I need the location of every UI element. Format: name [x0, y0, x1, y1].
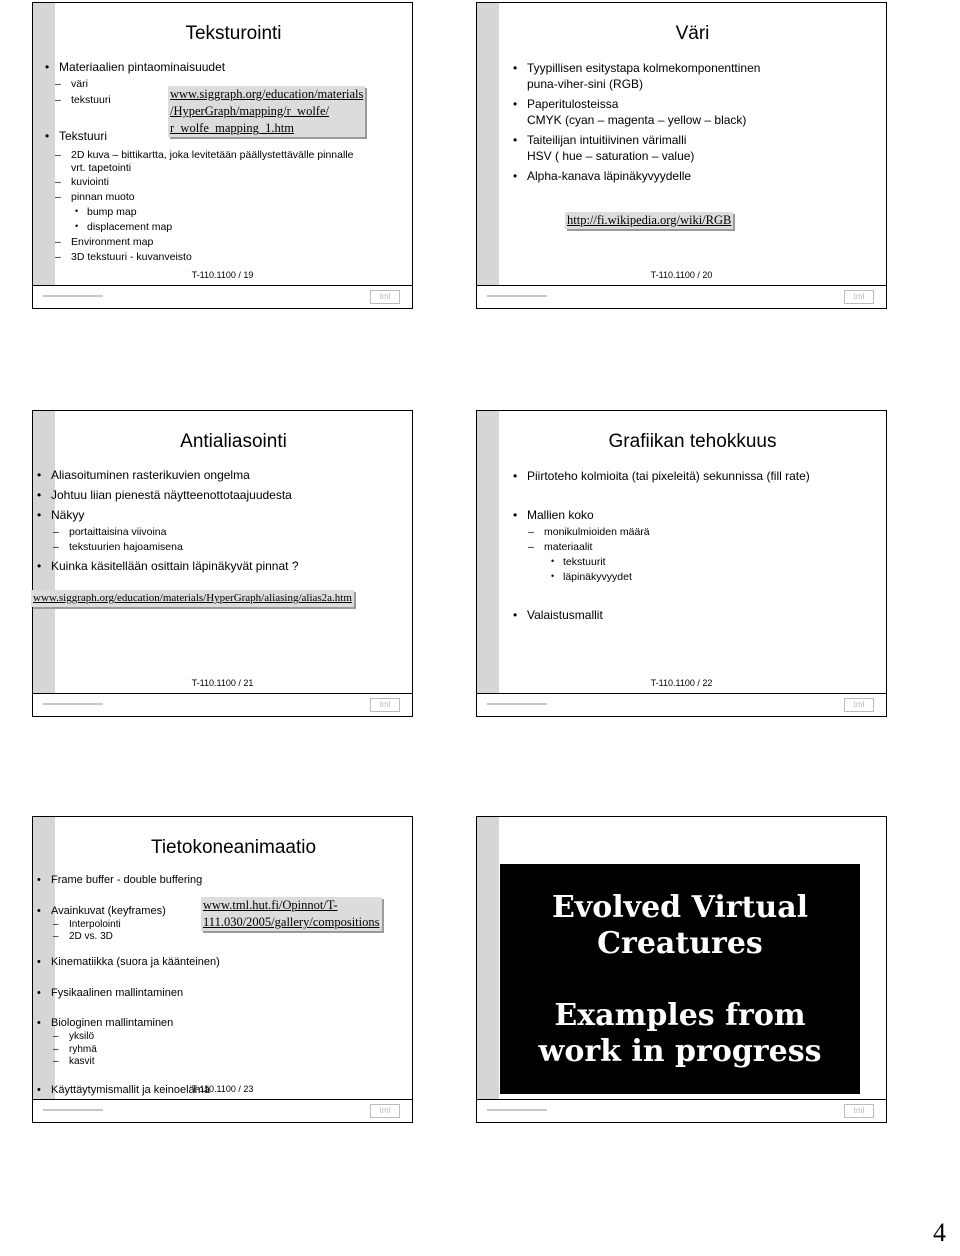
bullet: • Materiaalien pintaominaisuudet [59, 60, 225, 74]
sub-bullet: – yksilö [69, 1031, 94, 1042]
bullet: • Käyttäytymismallit ja keinoelämä [51, 1084, 210, 1096]
reference-link[interactable]: http://fi.wikipedia.org/wiki/RGB [567, 213, 732, 227]
slide-title: Grafiikan tehokkuus [608, 431, 777, 452]
page-number: 4 [933, 1218, 946, 1247]
sub-sub-bullet: • displacement map [87, 221, 172, 233]
slide-footer [477, 1099, 886, 1122]
logo-icon: tml [844, 290, 874, 304]
sub-bullet: – pinnan muoto [71, 191, 135, 203]
bullet: • Avainkuvat (keyframes) [51, 905, 166, 917]
continuation: CMYK (cyan – magenta – yellow – black) [527, 113, 747, 127]
sub-sub-bullet: • tekstuurit [563, 556, 606, 568]
bullet: • Valaistusmallit [527, 608, 603, 622]
continuation: HSV ( hue – saturation – value) [527, 149, 695, 163]
slide-title: Väri [675, 23, 710, 44]
bullet: • Paperitulosteissa [527, 97, 618, 111]
video-subtitle-line: Examples from [554, 998, 806, 1033]
sub-bullet: – tekstuuri [71, 94, 111, 106]
slide-sidebar [477, 411, 499, 694]
sub-bullet: – tekstuurien hajoamisena [69, 541, 183, 553]
slide-number: T-110.1100 / 23 [191, 1084, 254, 1094]
bullet: • Kinematiikka (suora ja käänteinen) [51, 956, 220, 968]
bullet: • Alpha-kanava läpinäkyvyydelle [527, 169, 691, 183]
sub-bullet: – Interpolointi [69, 919, 121, 930]
slide-sidebar [477, 3, 499, 286]
slide-19 [32, 2, 413, 309]
bullet: • Tekstuuri [59, 129, 107, 143]
logo-icon: tml [844, 1104, 874, 1118]
slide-sidebar [477, 817, 499, 1100]
slide-title: Tietokoneanimaatio [150, 837, 317, 858]
bullet: • Frame buffer - double buffering [51, 874, 202, 886]
bullet: • Piirtoteho kolmioita (tai pixeleitä) sekunnissa (fill rate) [527, 469, 810, 483]
sub-bullet: – materiaalit [544, 541, 592, 553]
logo-icon: tml [370, 698, 400, 712]
slide-sidebar [33, 411, 55, 694]
sub-bullet: – 3D tekstuuri - kuvanveisto [71, 251, 192, 263]
slide-number: T-110.1100 / 20 [650, 270, 713, 280]
sub-sub-bullet: • bump map [87, 206, 137, 218]
sub-bullet: – portaittaisina viivoina [69, 526, 166, 538]
slide-footer [477, 270, 886, 308]
sub-bullet: – ryhmä [69, 1044, 97, 1055]
video-still[interactable] [500, 864, 860, 1094]
reference-link[interactable]: www.siggraph.org/education/materials /HyperGraph/mapping/r_wolfe/ r_wolfe_mapping_1.htm [170, 87, 364, 135]
slide-21 [32, 410, 413, 717]
slide-number: T-110.1100 / 21 [191, 678, 254, 688]
bullet: • Biologinen mallintaminen [51, 1017, 173, 1029]
sub-bullet: – monikulmioiden määrä [544, 526, 650, 538]
video-subtitle-line: work in progress [538, 1034, 822, 1069]
slide-footer [477, 678, 886, 716]
video-title-line: Evolved Virtual [551, 890, 809, 925]
slide-sidebar [33, 3, 55, 286]
reference-link[interactable]: www.siggraph.org/education/materials/HyperGraph/aliasing/alias2a.htm [31, 590, 354, 607]
bullet: • Mallien koko [527, 508, 594, 522]
bullet: • Taiteilijan intuitiivinen värimalli [527, 133, 686, 147]
sub-bullet: – 2D vs. 3D [69, 931, 113, 942]
slide-footer [33, 270, 412, 308]
bullet: • Fysikaalinen mallintaminen [51, 987, 183, 999]
continuation: vrt. tapetointi [71, 162, 132, 174]
bullet: • Tyypillisen esitystapa kolmekomponenttinen [527, 61, 760, 75]
logo-icon: tml [370, 290, 400, 304]
bullet: • Aliasoituminen rasterikuvien ongelma [51, 468, 250, 482]
logo-icon: tml [844, 698, 874, 712]
logo-icon: tml [370, 1104, 400, 1118]
sub-bullet: – Environment map [71, 236, 153, 248]
slide-20 [476, 2, 887, 309]
continuation: puna-viher-sini (RGB) [527, 77, 644, 91]
sub-sub-bullet: • läpinäkyvyydet [563, 571, 632, 583]
sub-bullet: – kuviointi [71, 176, 109, 188]
sub-bullet: – 2D kuva – bittikartta, joka levitetään päällystettävälle pinnalle [71, 149, 354, 161]
slide-number: T-110.1100 / 19 [191, 270, 254, 280]
slide-title: Antialiasointi [180, 431, 287, 452]
bullet: • Kuinka käsitellään osittain läpinäkyvät pinnat ? [51, 559, 299, 573]
slide-title: Teksturointi [185, 23, 282, 44]
slide-22 [476, 410, 887, 717]
sub-bullet: – väri [71, 78, 88, 90]
bullet: • Johtuu liian pienestä näytteenottotaajuudesta [51, 488, 292, 502]
sub-bullet: – kasvit [69, 1056, 95, 1067]
slide-footer [33, 678, 412, 716]
bullet: • Näkyy [51, 508, 84, 522]
reference-link[interactable]: www.tml.hut.fi/Opinnot/T- 111.030/2005/gallery/compositions [203, 898, 380, 929]
slide-23 [32, 816, 413, 1123]
video-title-line: Creatures [597, 926, 763, 961]
slide-number: T-110.1100 / 22 [650, 678, 713, 688]
